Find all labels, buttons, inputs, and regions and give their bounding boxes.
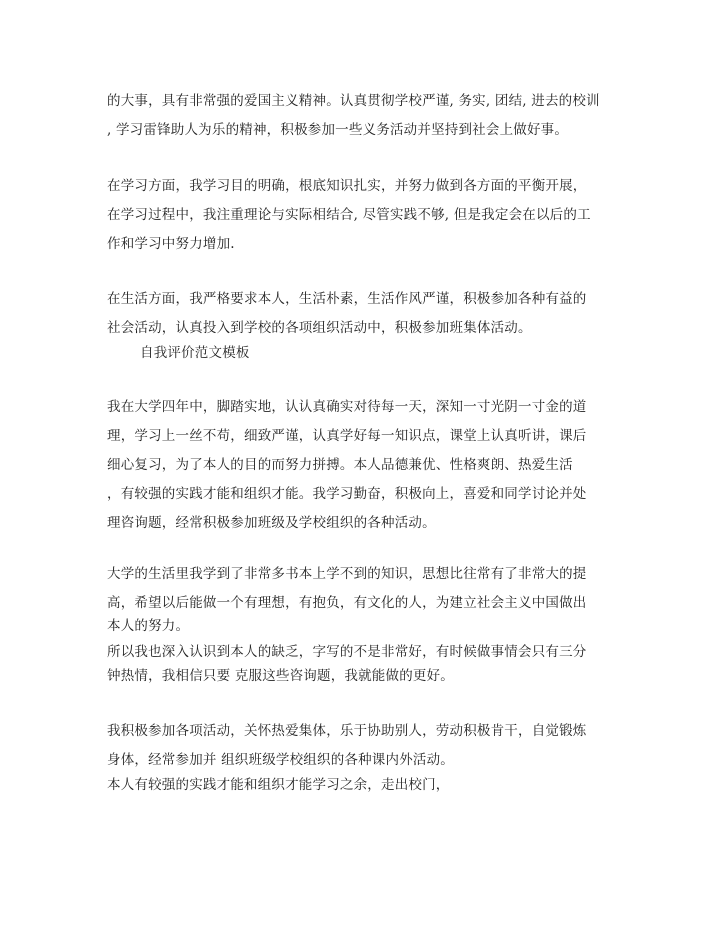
paragraph-5-line-4: 所以我也深入认识到本人的缺乏，字写的不是非常好，有时候做事情会只有三分 [107, 644, 587, 660]
paragraph-2-line-3: 作和学习中努力增加. [107, 236, 235, 252]
paragraph-5-line-1: 大学的生活里我学到了非常多书本上学不到的知识，思想比往常有了非常大的提 [107, 566, 587, 582]
paragraph-4-line-4: ，有较强的实践才能和组织才能。我学习勤奋，积极向上，喜爱和同学讨论并处 [107, 486, 587, 502]
paragraph-5-line-5: 钟热情，我相信只要 克服这些咨询题，我就能做的更好。 [107, 668, 454, 684]
paragraph-6-line-3: 本人有较强的实践才能和组织才能学习之余，走出校门， [107, 777, 450, 793]
paragraph-3-line-1: 在生活方面，我严格要求本人，生活朴素，生活作风严谨，积极参加各种有益的 [107, 291, 587, 307]
paragraph-4-line-2: 理，学习上一丝不苟，细致严谨，认真学好每一知识点，课堂上认真听讲，课后 [107, 428, 587, 444]
paragraph-4-line-5: 理咨询题，经常积极参加班级及学校组织的各种活动。 [107, 515, 436, 531]
paragraph-4-line-3: 细心复习，为了本人的目的而努力拼搏。本人品德兼优、性格爽朗、热爱生活 [107, 457, 573, 473]
paragraph-2-line-2: 在学习过程中，我注重理论与实际相结合, 尽管实践不够, 但是我定会在以后的工 [107, 207, 591, 223]
paragraph-6-line-2: 身体，经常参加并 组织班级学校组织的各种课内外活动。 [107, 752, 454, 768]
paragraph-6-line-1: 我积极参加各项活动，关怀热爱集体，乐于协助别人，劳动积极肯干，自觉锻炼 [107, 723, 587, 739]
section-heading: 自我评价范文模板 [140, 345, 250, 361]
paragraph-1-line-1: 的大事，具有非常强的爱国主义精神。认真贯彻学校严谨, 务实, 团结, 进去的校训 [107, 93, 600, 109]
paragraph-5-line-3: 本人的努力。 [107, 618, 190, 634]
paragraph-5-line-2: 高，希望以后能做一个有理想，有抱负，有文化的人，为建立社会主义中国做出 [107, 595, 587, 611]
paragraph-4-line-1: 我在大学四年中，脚踏实地，认认真确实对待每一天，深知一寸光阴一寸金的道 [107, 399, 587, 415]
paragraph-3-line-2: 社会活动，认真投入到学校的各项组织活动中，积极参加班集体活动。 [107, 320, 532, 336]
paragraph-1-line-2: , 学习雷锋助人为乐的精神，积极参加一些义务活动并坚持到社会上做好事。 [107, 122, 569, 138]
paragraph-2-line-1: 在学习方面，我学习目的明确，根底知识扎实，并努力做到各方面的平衡开展， [107, 178, 587, 194]
